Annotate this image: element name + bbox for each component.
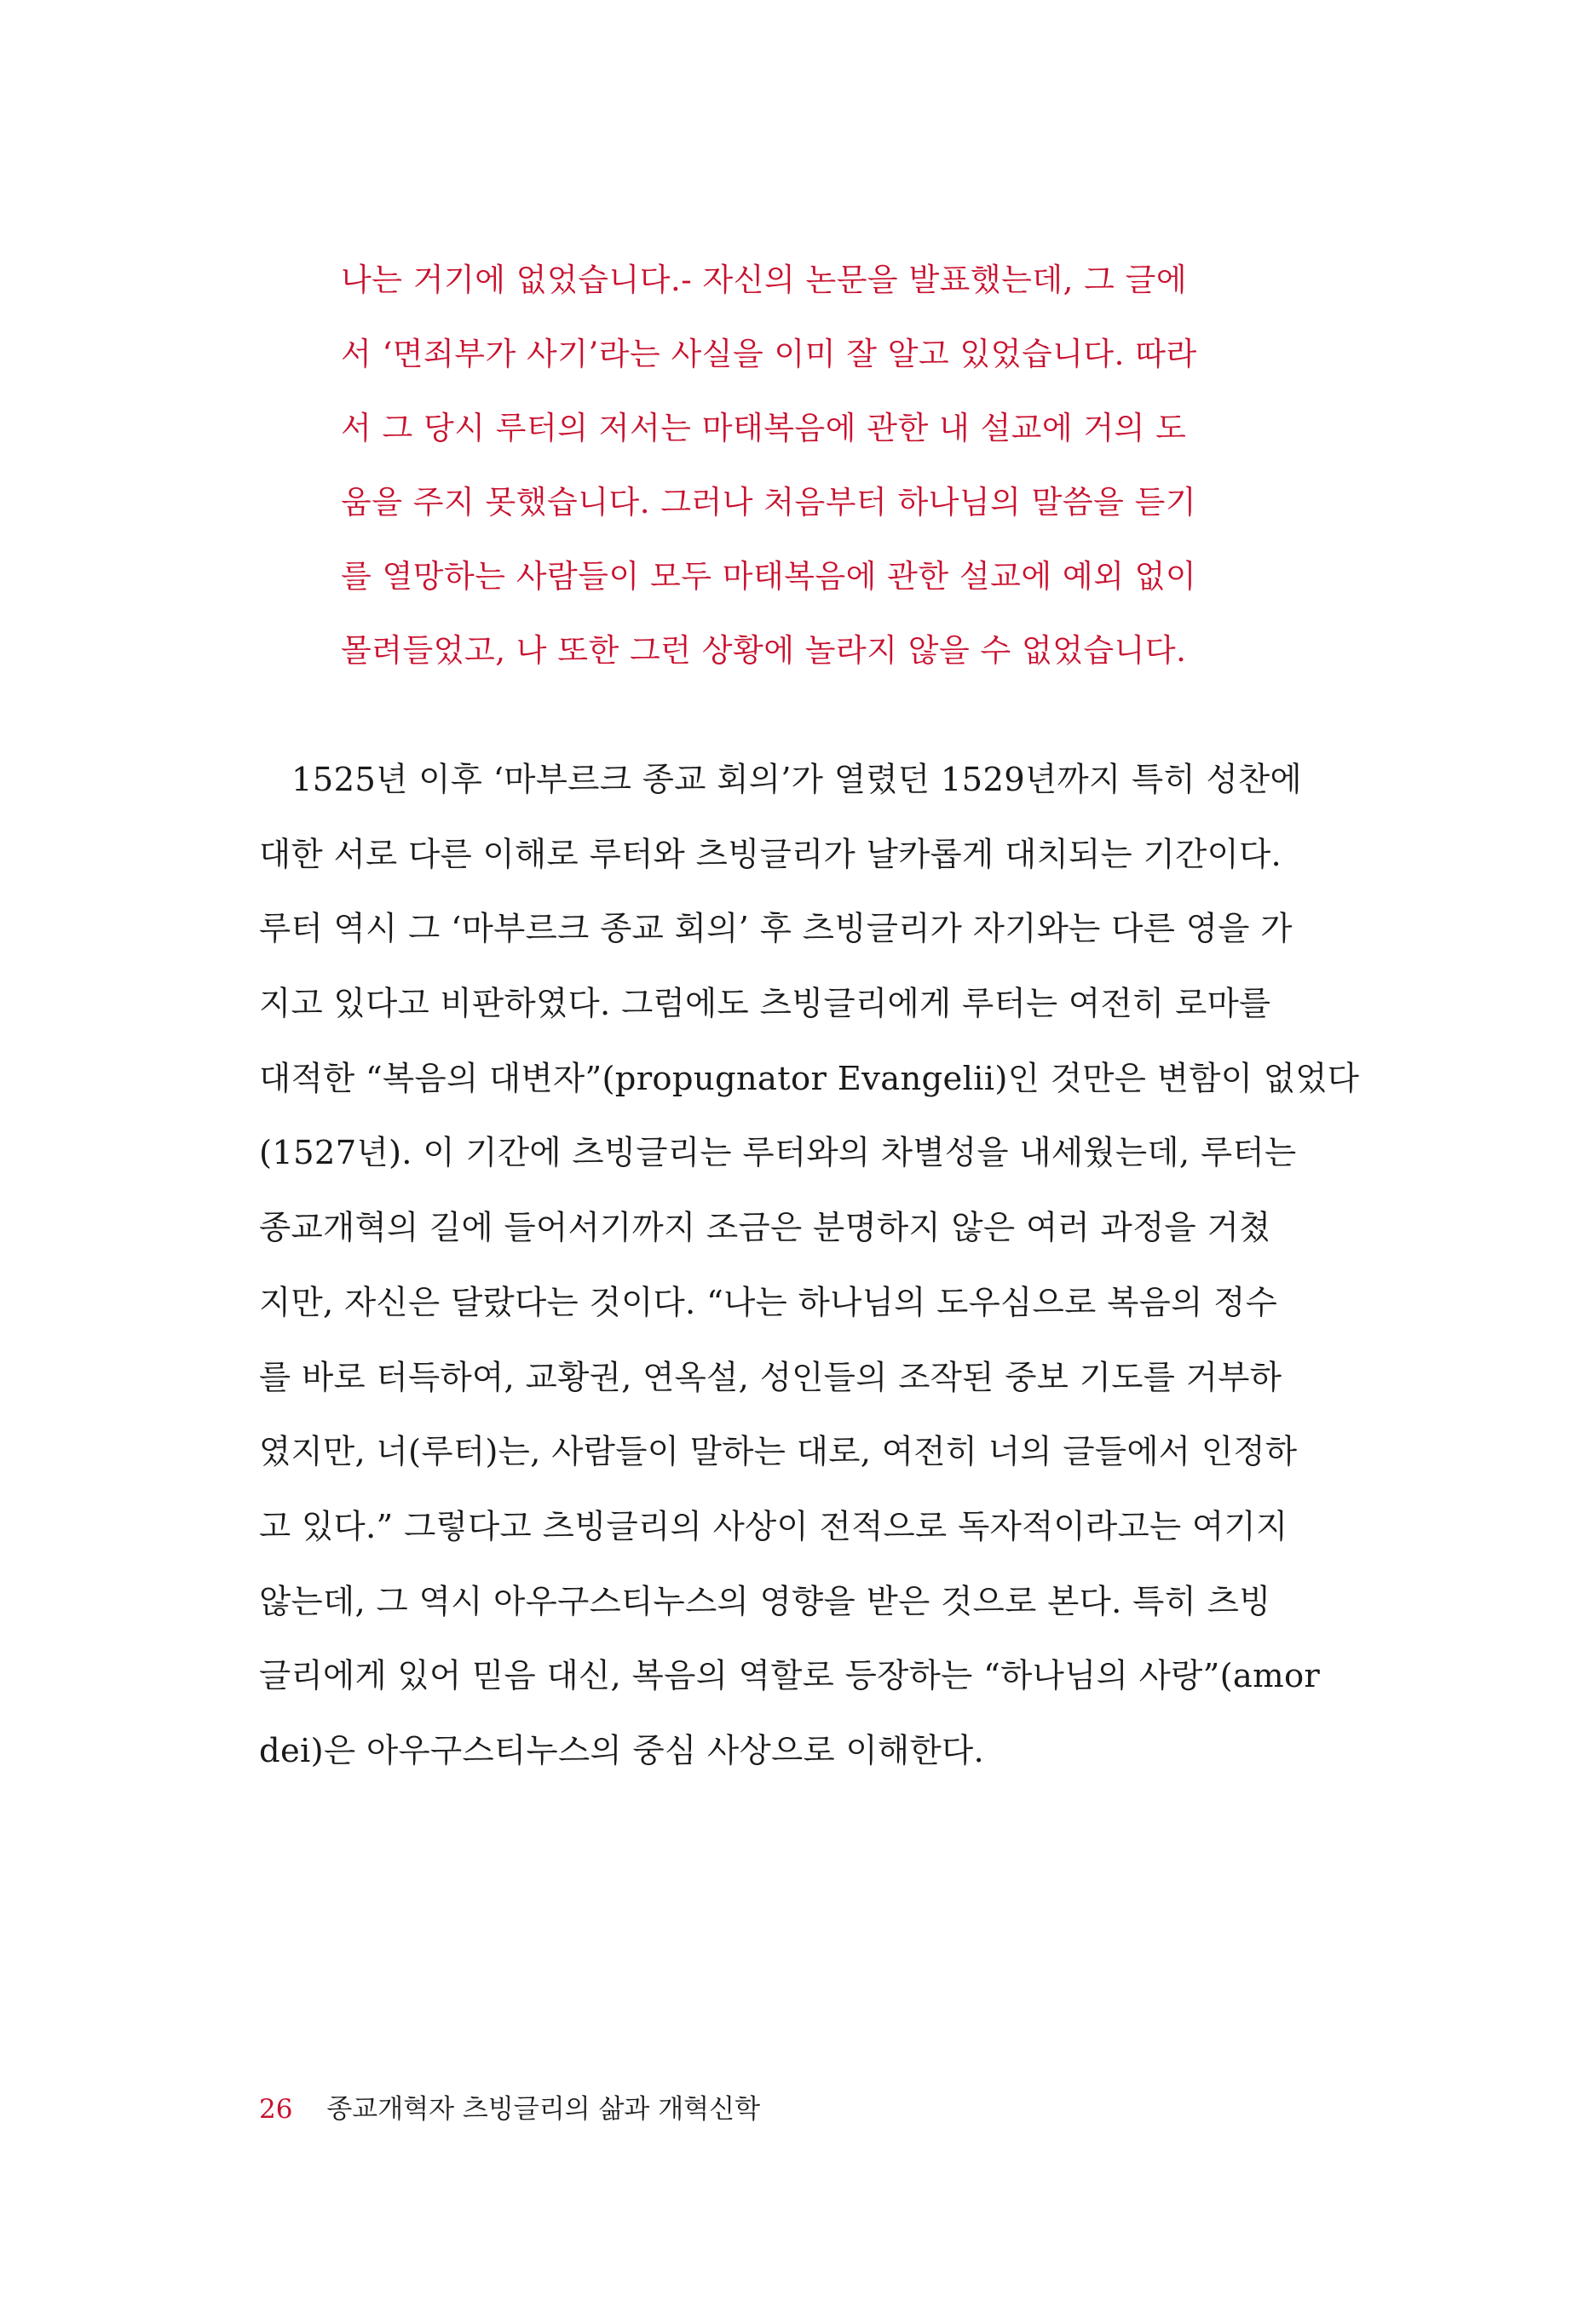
body-line: (1527년). 이 기간에 츠빙글리는 루터와의 차별성을 내세웠는데, 루터는 bbox=[259, 1134, 1297, 1173]
page-number: 26 bbox=[259, 2094, 293, 2125]
body-line: 였지만, 너(루터)는, 사람들이 말하는 대로, 여전히 너의 글들에서 인정하 bbox=[259, 1433, 1298, 1472]
body-line: dei)은 아우구스티누스의 중심 사상으로 이해한다. bbox=[259, 1731, 984, 1770]
body-line: 글리에게 있어 믿음 대신, 복음의 역할로 등장하는 “하나님의 사랑”(amor bbox=[259, 1657, 1321, 1696]
body-line: 대적한 “복음의 대변자”(propugnator Evangelii)인 것만은 변함이 없었다 bbox=[259, 1059, 1360, 1098]
quote-line: 를 열망하는 사람들이 모두 마태복음에 관한 설교에 예외 없이 bbox=[341, 558, 1197, 595]
body-line: 를 바로 터득하여, 교황권, 연옥설, 성인들의 조작된 중보 기도를 거부하 bbox=[259, 1358, 1282, 1397]
body-line: 고 있다.” 그렇다고 츠빙글리의 사상이 전적으로 독자적이라고는 여기지 bbox=[259, 1507, 1288, 1546]
quote-line: 서 ‘면죄부가 사기’라는 사실을 이미 잘 알고 있었습니다. 따라 bbox=[341, 336, 1197, 372]
running-title: 종교개혁자 츠빙글리의 삶과 개혁신학 bbox=[326, 2094, 761, 2125]
quote-line: 몰려들었고, 나 또한 그런 상황에 놀라지 않을 수 없었습니다. bbox=[341, 632, 1187, 669]
body-line: 않는데, 그 역시 아우구스티누스의 영향을 받은 것으로 본다. 특히 츠빙 bbox=[259, 1582, 1271, 1621]
body-line: 지고 있다고 비판하였다. 그럼에도 츠빙글리에게 루터는 여전히 로마를 bbox=[259, 985, 1271, 1024]
quote-line: 서 그 당시 루터의 저서는 마태복음에 관한 내 설교에 거의 도 bbox=[341, 410, 1187, 446]
body-line: 루터 역시 그 ‘마부르크 종교 회의’ 후 츠빙글리가 자기와는 다른 영을 가 bbox=[259, 910, 1293, 949]
body-line: 지만, 자신은 달랐다는 것이다. “나는 하나님의 도우심으로 복음의 정수 bbox=[259, 1283, 1278, 1322]
body-paragraph bbox=[259, 743, 1360, 1789]
quote-line: 나는 거기에 없었습니다.- 자신의 논문을 발표했는데, 그 글에 bbox=[341, 262, 1188, 298]
quotation-block bbox=[341, 243, 1197, 687]
quote-line: 움을 주지 못했습니다. 그러나 처음부터 하나님의 말씀을 듣기 bbox=[341, 484, 1197, 521]
page-footer bbox=[259, 2092, 760, 2126]
body-line: 대한 서로 다른 이해로 루터와 츠빙글리가 날카롭게 대치되는 기간이다. bbox=[259, 835, 1282, 874]
body-line: 종교개혁의 길에 들어서기까지 조금은 분명하지 않은 여러 과정을 거쳤 bbox=[259, 1209, 1271, 1248]
body-line: 1525년 이후 ‘마부르크 종교 회의’가 열렸던 1529년까지 특히 성찬에 bbox=[291, 761, 1303, 799]
